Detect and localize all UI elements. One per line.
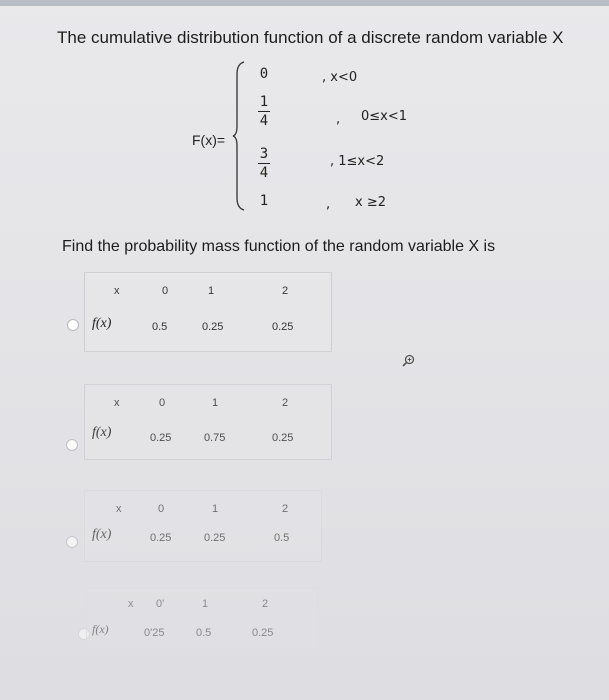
x-value: 1 <box>202 598 209 610</box>
fx-value: 0'25 <box>144 627 165 639</box>
fx-value: 0.5 <box>196 627 212 639</box>
pmf-table <box>84 490 322 562</box>
cdf-definition <box>0 0 609 240</box>
comma: , <box>326 197 331 212</box>
cdf-value-1: 1 <box>259 193 269 209</box>
x-value: 1 <box>212 397 219 409</box>
pmf-table <box>84 272 332 352</box>
x-value: 0 <box>159 397 166 409</box>
cdf-value-quarter <box>254 94 274 129</box>
cdf-condition-0: , x<0 <box>322 70 358 85</box>
fx-value: 0.25 <box>150 432 172 444</box>
x-value: 1 <box>212 503 219 515</box>
cdf-condition-2: , 1≤x<2 <box>330 154 385 169</box>
fraction-denominator: 4 <box>259 113 269 129</box>
fx-value: 0.25 <box>252 627 274 639</box>
pmf-table <box>84 384 332 460</box>
x-value: 2 <box>262 598 269 610</box>
fx-value: 0.75 <box>204 432 226 444</box>
x-header: x <box>114 397 120 409</box>
x-value: 2 <box>282 397 289 409</box>
radio-button[interactable] <box>66 439 78 451</box>
fraction-denominator: 4 <box>259 165 269 181</box>
fx-value: 0.5 <box>152 321 168 333</box>
fx-header: f(x) <box>92 425 112 440</box>
x-value: 0 <box>158 503 165 515</box>
fx-header: f(x) <box>92 622 109 636</box>
fx-value: 0.25 <box>202 321 224 333</box>
x-value: 2 <box>282 503 289 515</box>
cdf-condition-3: x ≥2 <box>355 195 386 210</box>
x-header: x <box>114 285 120 297</box>
comma: , <box>336 112 341 127</box>
fx-header: f(x) <box>92 316 112 331</box>
x-header: x <box>128 598 134 610</box>
prompt-text: Find the probability mass function of the random variable X is <box>62 238 496 255</box>
fraction-bar <box>258 163 270 164</box>
radio-button[interactable] <box>66 536 78 548</box>
fraction-bar <box>258 111 270 112</box>
fx-value: 0.25 <box>272 432 294 444</box>
fx-value: 0.5 <box>274 532 290 544</box>
x-header: x <box>116 503 122 515</box>
left-brace <box>232 60 246 212</box>
x-value: 0 <box>162 285 169 297</box>
fx-header: f(x) <box>92 527 112 542</box>
cdf-value-0: 0 <box>259 66 269 82</box>
fraction-numerator: 3 <box>259 146 269 162</box>
fraction-numerator: 1 <box>259 94 269 110</box>
zoom-in-icon[interactable] <box>401 354 417 368</box>
cdf-condition-1: 0≤x<1 <box>361 109 408 124</box>
x-value: 0' <box>156 598 165 610</box>
cdf-value-three-quarters <box>254 146 274 181</box>
radio-button[interactable] <box>67 319 79 331</box>
x-value: 1 <box>208 285 215 297</box>
fx-value: 0.25 <box>272 321 294 333</box>
cdf-label: F(x)= <box>192 132 226 148</box>
fx-value: 0.25 <box>150 532 172 544</box>
x-value: 2 <box>282 285 289 297</box>
question-text: The cumulative distribution function of a discrete random variable X <box>57 28 564 47</box>
fx-value: 0.25 <box>204 532 226 544</box>
